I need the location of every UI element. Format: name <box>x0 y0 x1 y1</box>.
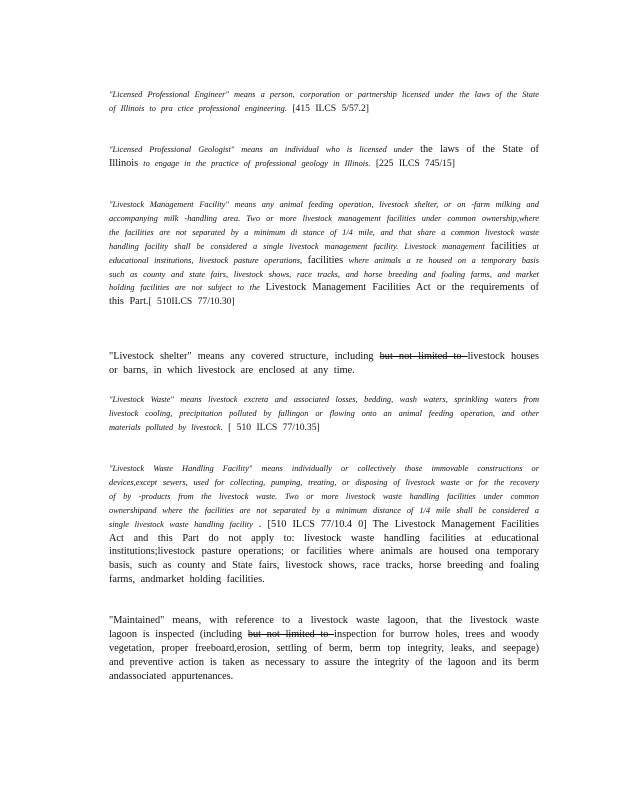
definition-text: the laws of the State of Illinois <box>109 144 539 169</box>
definition-text: "Livestock Management Facility" means any animal feeding operation, livestock shelter, or on -farm milking and accompanying milk -handling area. Two or more livestock management facilities under common ownership,where the facilities are not separated by a minimum di stance of 1/4 mile, and that share a common livestock waste handling facility shall be considered a single livestock management facility. Livestock management <box>109 200 539 251</box>
definition-text: inspection for burrow holes, trees and woody vegetation, proper freeboard,erosion, settling of berm, berm top integrity, leaks, and seepage) and preventive action is taken as necessary to assure the integrity of the lagoon and its berm andassociated appurtenances. <box>109 628 539 682</box>
definition-livestock-management-facility <box>109 198 539 309</box>
definition-text: "Livestock Waste" means livestock excreta and associated losses, bedding, wash waters, sprinkling waters from livestock cooling, precipitation polluted by fallingon or flowing onto an animal feeding operation, and other materials polluted by livestock. <box>109 395 539 432</box>
struck-text: but not limited to <box>247 628 335 640</box>
definition-text: at educational institutions, livestock pasture operations, <box>109 241 539 265</box>
definition-livestock-waste-handling-facility <box>109 462 539 587</box>
definition-text: Livestock Management Facilities Act or the requirements of this Part <box>109 282 539 308</box>
definition-text: "Livestock shelter" means any covered structure, including <box>109 351 380 362</box>
definition-text: livestock houses or barns, in which livestock are enclosed at any time. <box>109 351 540 376</box>
definition-text: where animals a re housed on a temporary basis such as county and state fairs, livestock shows, race tracks, and horse breeding and foaling farms, and market holding facilities are not subject to the <box>109 255 539 293</box>
definition-maintained <box>109 614 539 684</box>
definition-text: facilities <box>307 254 344 266</box>
definition-text: "Livestock Waste Handling Facility" means individually or collectively those immovable constructions or devices,except sewers, used for collecting, pumping, treating, or disposing of livestock waste or for the recovery of by -products from the livestock waste. Two or more livestock waste handling facilities under common ownershipand where the facilities are not separated by a minimum distance of 1/4 mile shall be considered a single livestock waste handling facility <box>109 464 539 529</box>
definition-licensed-professional-geologist <box>109 143 539 171</box>
citation: [225 ILCS 745/15] <box>370 157 455 169</box>
definition-text: "Licensed Professional Geologist" means an individual who is licensed under <box>109 145 421 154</box>
definition-licensed-professional-engineer <box>109 88 539 116</box>
citation: [ 510 ILCS 77/10.35] <box>222 421 320 433</box>
definition-text: . [510 ILCS 77/10.4 0] The Livestock Management Facilities Act and this Part do not apply to: livestock waste handling facilities at educational institutions;livestock pasture operations; or facilities where animals are housed ona temporary basis, such as county and State fairs, livestock shows, race tracks, horse breeding and foaling farms, andmarket holding facilities. <box>109 518 539 586</box>
definition-text: "Licensed Professional Engineer" means a person, corporation or partnership licensed under the laws of the State of Illinois to pra ctice professional engineering. <box>109 90 539 113</box>
definition-livestock-waste <box>109 393 539 435</box>
definition-text: facilities <box>490 240 527 252</box>
struck-text: but not limited to <box>379 351 468 362</box>
definition-text: to engage in the practice of professional geology in Illinois. <box>138 158 371 168</box>
citation: .[ 510ILCS 77/10.30] <box>146 296 235 308</box>
definition-livestock-shelter <box>109 350 539 378</box>
citation: [415 ILCS 5/57.2] <box>286 102 369 114</box>
definition-text: "Maintained" means, with reference to a livestock waste lagoon, that the livestock waste lagoon is inspected (including <box>109 615 539 640</box>
